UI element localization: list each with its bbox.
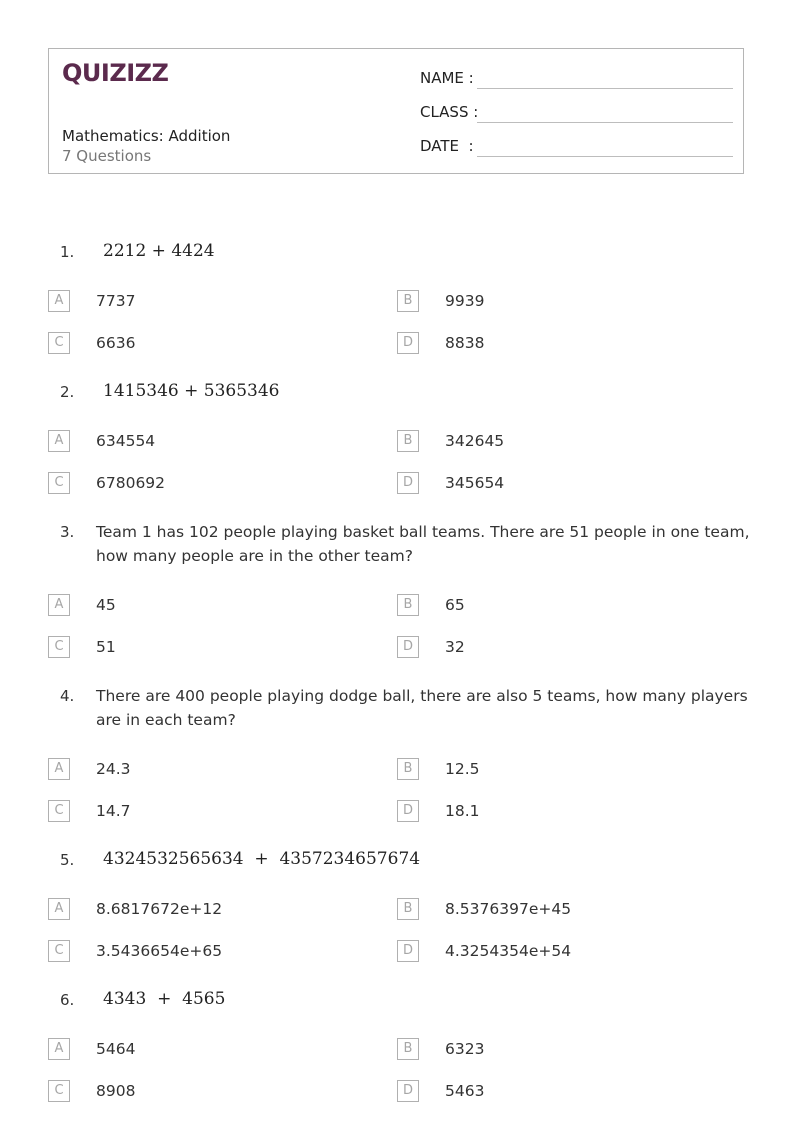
option-value: 8.5376397e+45	[445, 900, 572, 918]
date-label: DATE :	[420, 137, 474, 155]
option-letter-c[interactable]: C	[48, 800, 70, 822]
question-text: Team 1 has 102 people playing basket ball teams. There are 51 people in one team, how many people are in the other team?	[96, 523, 750, 565]
option-letter-b[interactable]: B	[397, 430, 419, 452]
option-value: 8908	[96, 1082, 136, 1100]
option-value: 24.3	[96, 760, 131, 778]
question-number: 5.	[60, 851, 75, 869]
name-field[interactable]	[420, 67, 733, 89]
quizizz-logo: QUIZIZZ	[62, 59, 169, 87]
option-value: 5463	[445, 1082, 485, 1100]
option-value: 51	[96, 638, 116, 656]
option-letter-a[interactable]: A	[48, 594, 70, 616]
option-value: 18.1	[445, 802, 480, 820]
question-number: 1.	[60, 243, 75, 261]
option-value: 8838	[445, 334, 485, 352]
option-letter-a[interactable]: A	[48, 758, 70, 780]
question-text: There are 400 people playing dodge ball, there are also 5 teams, how many players are in each team?	[96, 687, 748, 729]
question-number: 2.	[60, 383, 75, 401]
option-letter-d[interactable]: D	[397, 472, 419, 494]
date-field[interactable]	[420, 135, 733, 157]
option-letter-c[interactable]: C	[48, 636, 70, 658]
option-value: 634554	[96, 432, 156, 450]
option-letter-a[interactable]: A	[48, 430, 70, 452]
name-label: NAME :	[420, 69, 474, 87]
option-letter-d[interactable]: D	[397, 332, 419, 354]
class-line[interactable]	[477, 122, 733, 123]
option-value: 9939	[445, 292, 485, 310]
option-value: 6323	[445, 1040, 485, 1058]
date-line[interactable]	[477, 156, 733, 157]
option-letter-b[interactable]: B	[397, 594, 419, 616]
question-math: 4324532565634 + 4357234657674	[103, 849, 421, 869]
option-letter-b[interactable]: B	[397, 1038, 419, 1060]
question-number: 3.	[60, 523, 75, 541]
option-letter-a[interactable]: A	[48, 290, 70, 312]
option-letter-a[interactable]: A	[48, 898, 70, 920]
option-letter-c[interactable]: C	[48, 1080, 70, 1102]
option-value: 3.5436654e+65	[96, 942, 223, 960]
worksheet-header	[48, 48, 744, 174]
question-number: 6.	[60, 991, 75, 1009]
name-line[interactable]	[477, 88, 733, 89]
question-math: 4343 + 4565	[103, 989, 226, 1009]
option-letter-d[interactable]: D	[397, 800, 419, 822]
worksheet-title: Mathematics: Addition	[62, 127, 231, 145]
option-letter-b[interactable]: B	[397, 758, 419, 780]
option-letter-d[interactable]: D	[397, 1080, 419, 1102]
question-count: 7 Questions	[62, 147, 152, 165]
option-letter-c[interactable]: C	[48, 940, 70, 962]
class-label: CLASS :	[420, 103, 479, 121]
option-letter-c[interactable]: C	[48, 472, 70, 494]
question-number: 4.	[60, 687, 75, 705]
option-value: 8.6817672e+12	[96, 900, 223, 918]
option-value: 65	[445, 596, 465, 614]
option-letter-a[interactable]: A	[48, 1038, 70, 1060]
option-value: 6636	[96, 334, 136, 352]
class-field[interactable]	[420, 101, 733, 123]
option-value: 345654	[445, 474, 505, 492]
option-value: 12.5	[445, 760, 480, 778]
option-value: 7737	[96, 292, 136, 310]
option-value: 5464	[96, 1040, 136, 1058]
option-value: 6780692	[96, 474, 166, 492]
option-letter-d[interactable]: D	[397, 636, 419, 658]
option-letter-b[interactable]: B	[397, 898, 419, 920]
option-letter-b[interactable]: B	[397, 290, 419, 312]
option-value: 32	[445, 638, 465, 656]
option-letter-d[interactable]: D	[397, 940, 419, 962]
option-letter-c[interactable]: C	[48, 332, 70, 354]
question-math: 2212 + 4424	[103, 241, 215, 261]
question-math: 1415346 + 5365346	[103, 381, 280, 401]
option-value: 14.7	[96, 802, 131, 820]
option-value: 342645	[445, 432, 505, 450]
option-value: 45	[96, 596, 116, 614]
option-value: 4.3254354e+54	[445, 942, 572, 960]
